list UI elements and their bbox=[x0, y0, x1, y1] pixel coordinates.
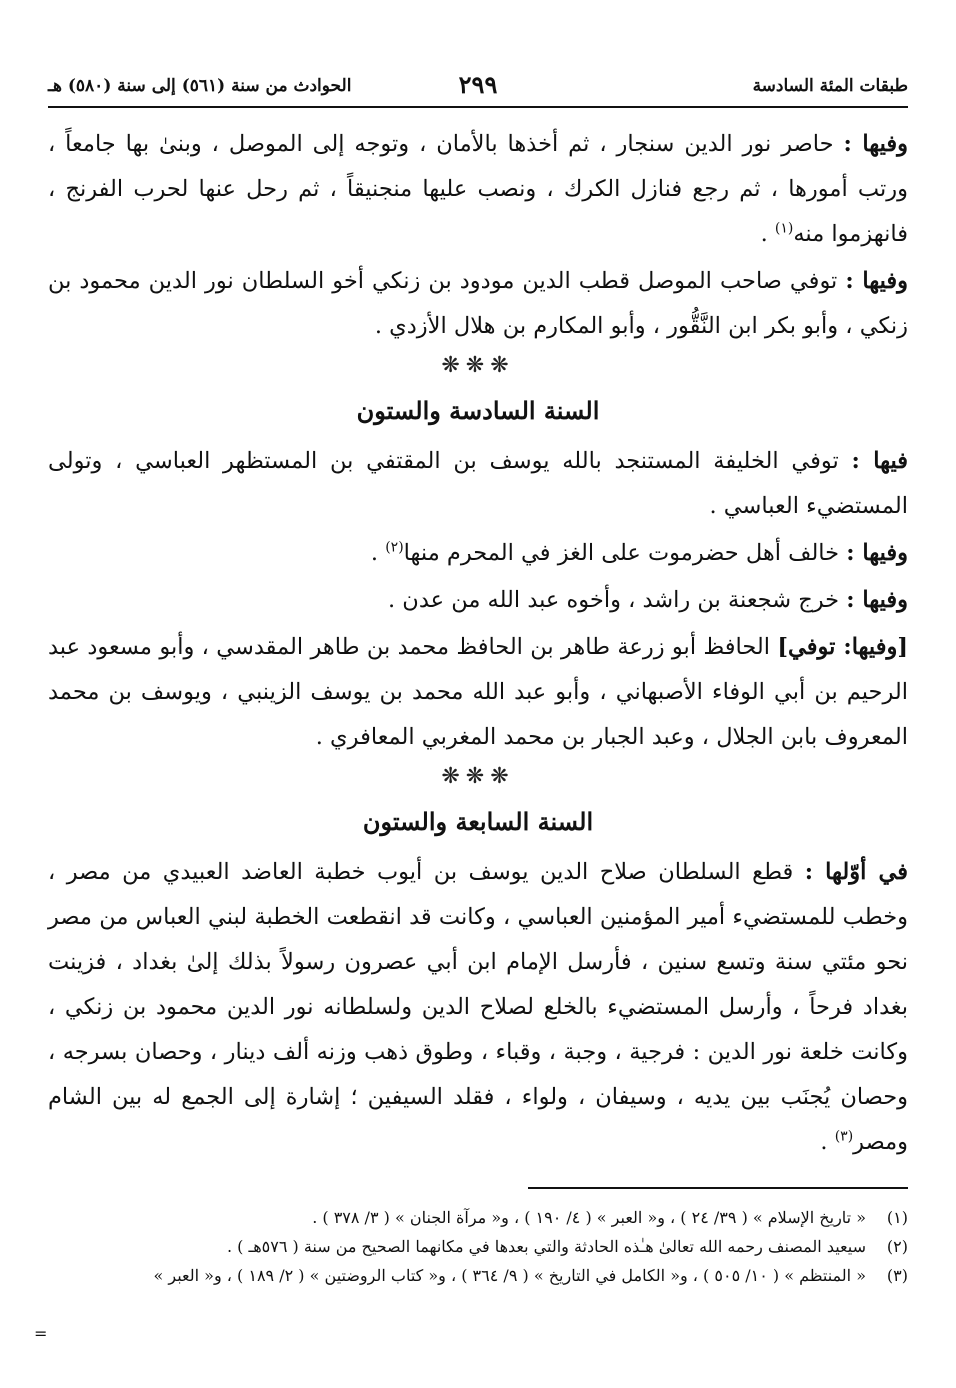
footnote-ref-3[interactable]: (٣) bbox=[834, 1128, 854, 1145]
paragraph-2 bbox=[48, 259, 908, 349]
paragraph-text: الحافظ أبو زرعة طاهر بن الحافظ محمد بن طاهر المقدسي ، وأبو مسعود عبد الرحيم بن أبي الوفاء الأصبهاني ، وأبو عبد الله محمد بن يوسف الزينبي ، ويوسف بن محمد المعروف بابن الجلال ، وعبد الجبار بن محمد المغربي المعافري . bbox=[48, 634, 908, 750]
paragraph-keyword: [وفيها: توفي] bbox=[777, 634, 908, 660]
paragraph-keyword: وفيها : bbox=[843, 131, 909, 157]
paragraph-text: حاصر نور الدين سنجار ، ثم أخذها بالأمان ، وتوجه إلى الموصل ، وبنىٰ بها جامعاً ، ورتب أمورها ، ثم رجع فنازل الكرك ، ونصب عليها منجنيقاً ، ثم رحل عنها لحرب الفرنج ، فانهزموا منه bbox=[48, 131, 908, 247]
paragraph-text: توفي الخليفة المستنجد بالله يوسف بن المقتفي بن المستظهر العباسي ، وتولى المستضيء العباسي . bbox=[48, 448, 908, 519]
section-heading-566: السنة السادسة والستون bbox=[356, 396, 600, 425]
paragraph-end: . bbox=[370, 540, 386, 566]
paragraph-4 bbox=[48, 531, 908, 576]
paragraph-5 bbox=[48, 578, 908, 623]
paragraph-3 bbox=[48, 439, 908, 529]
paragraph-keyword: في أوّلها : bbox=[804, 859, 908, 885]
footnote-number: (١) bbox=[886, 1208, 908, 1227]
main-text bbox=[48, 122, 908, 1165]
running-header bbox=[48, 66, 908, 108]
footnote-ref-2[interactable]: (٢) bbox=[385, 539, 404, 556]
paragraph-keyword: وفيها : bbox=[846, 540, 908, 566]
section-separator: ❋❋❋ bbox=[441, 353, 515, 378]
footnote-1 bbox=[48, 1203, 908, 1232]
paragraph-text: قطع السلطان صلاح الدين يوسف بن أيوب خطبة العاضد العبيدي من مصر ، وخطب للمستضيء أمير المؤمنين العباسي ، وكانت قد انقطعت الخطبة لبني العباس من مصر نحو مئتي سنة وتسع سنين ، فأرسل الإمام ابن أبي عصرون رسولاً بذلك إلىٰ بغداد ، فزينت بغداد فرحاً ، وأرسل المستضيء بالخلع لصلاح الدين ولسلطانه نور الدين محمود بن زنكي ، وكانت خلعة نور الدين : فرجية ، وجبة ، وقباء ، وطوق ذهب وزنه ألف دينار ، وحصان بسرجه ، وحصان يُجنَب بين يديه ، وسيفان ، ولواء ، فقلد السيفين ؛ إشارة إلى الجمع له بين الشام ومصر bbox=[48, 859, 908, 1155]
footnote-divider bbox=[528, 1187, 908, 1189]
footnote-3 bbox=[48, 1261, 908, 1290]
header-chapter-title: الحوادث من سنة (٥٦١) إلى سنة (٥٨٠) هـ bbox=[48, 76, 352, 96]
paragraph-end: . bbox=[820, 1129, 835, 1155]
footnote-text: « المنتظم » ( ١٠/ ٥٠٥ ) ، و« الكامل في التاريخ » ( ٩/ ٣٦٤ ) ، و« كتاب الروضتين » ( ٢/ ١٨٩ ) ، و« العبر » bbox=[153, 1266, 866, 1285]
header-book-title: طبقات المئة السادسة bbox=[752, 76, 908, 96]
paragraph-keyword: وفيها : bbox=[846, 587, 908, 613]
paragraph-1 bbox=[48, 122, 908, 257]
paragraph-text: خرج شجعنة بن راشد ، وأخوه عبد الله من عدن . bbox=[388, 587, 847, 613]
paragraph-text: توفي صاحب الموصل قطب الدين مودود بن زنكي أخو السلطان نور الدين محمود بن زنكي ، وأبو بكر ابن النَّقُّور ، وأبو المكارم بن هلال الأزدي . bbox=[48, 268, 908, 339]
book-page bbox=[48, 66, 908, 1290]
footnote-number: (٢) bbox=[886, 1237, 908, 1256]
footnotes bbox=[48, 1203, 908, 1290]
continuation-mark: = bbox=[34, 1324, 48, 1343]
footnote-text: « تاريخ الإسلام » ( ٣٩/ ٢٤ ) ، و« العبر » ( ٤/ ١٩٠ ) ، و« مرآة الجنان » ( ٣/ ٣٧٨ ) . bbox=[312, 1208, 866, 1227]
page-number: ٢٩٩ bbox=[458, 70, 498, 99]
footnote-text: سيعيد المصنف رحمه الله تعالىٰ هـٰذه الحادثة والتي بعدها في مكانهما الصحيح من سنة ( ٥٧٦هـ ) . bbox=[227, 1237, 866, 1256]
paragraph-keyword: فيها : bbox=[851, 448, 909, 474]
paragraph-6 bbox=[48, 625, 908, 760]
paragraph-7 bbox=[48, 850, 908, 1165]
paragraph-end: . bbox=[760, 221, 775, 247]
paragraph-text: خالف أهل حضرموت على الغز في المحرم منها bbox=[403, 540, 847, 566]
paragraph-keyword: وفيها : bbox=[845, 268, 909, 294]
footnote-number: (٣) bbox=[886, 1266, 908, 1285]
section-heading-567: السنة السابعة والستون bbox=[362, 807, 594, 836]
footnote-ref-1[interactable]: (١) bbox=[774, 220, 794, 237]
footnote-2 bbox=[48, 1232, 908, 1261]
section-separator: ❋❋❋ bbox=[441, 764, 515, 789]
